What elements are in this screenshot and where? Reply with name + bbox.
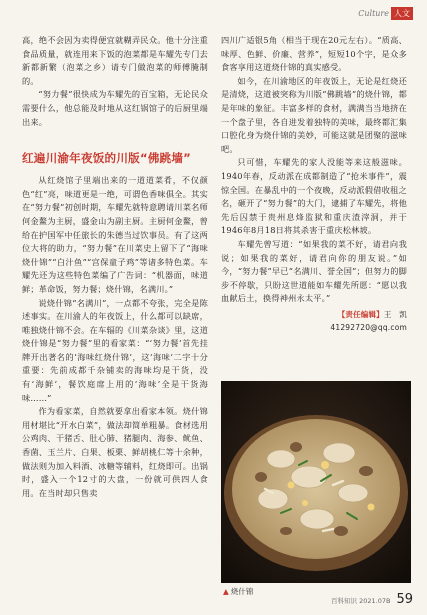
paragraph: 车耀先曾写道：“如果我的菜不好，请君向我说；如果我的菜好，请君向你的朋友说。”如今，“努力餐”早已“名满川、誉全国”；但努力的脚步不停歇，只盼这世道能如车耀先所愿：“愿以我血献后土，换得神州永太平。” xyxy=(221,238,407,304)
paragraph: 如今，在川渝地区的年夜饭上，无论是红烧还是清烧，这道被突称为川版“佛跳墙”的烧什锦，都是年味的象征。丰富多样的食材，满满当当地挤在一个盘子里，各自进发着独特的美味，最终都汇集口腔化身为烧什锦的美妙，可能这就是团聚的滋味吧。 xyxy=(221,75,407,154)
caption-marker-icon: ▲ xyxy=(223,587,229,596)
paragraph: 从红烧馆子里端出来的一道道菜肴，不仅颜色“红”亮，味道更是一绝，可谓色香味俱全。其实在“努力餐”初创时期，车耀先就特意聘请川菜名师何金鳌为主厨，盛金山为副主厨。主厨何金鳌，曾给在护国军中任旅长的朱德当过饮事员。有了这两位大将的助力，“努力餐”在川菜史上留下了“海味烧什锦”“白汁鱼”“宫保童子鸡”等诸多特色菜。车耀先还为这些特色菜编了广告词：“机器面，味道鲜；革命饭，努力餐；烧什锦，名满川。” xyxy=(22,175,208,294)
left-column xyxy=(22,34,208,500)
page-number: 59 xyxy=(396,592,413,607)
paragraph: 说烧什锦“名满川”，一点都不夸张，完全是陈述事实。在川渝人的年夜饭上，什么都可以缺席，唯独烧什锦不会。在车辐的《川菜杂谈》里，这道烧什锦是“努力餐”里的看家菜：“‘努力餐’首先挂牌开出著名的‘海味红烧什锦’，这‘海味’二字十分重要：先前成都千杂铺卖的海味均是干货，没有‘海鲜’，餐饮庭席上用的‘海味’全是干货海味……” xyxy=(22,297,208,403)
caption-text: 烧什锦 xyxy=(230,587,254,596)
paragraph: 高，绝不会因为卖得便宜就糊弄民众。他十分注重食品质量，就连用来下饭的泡菜都是车耀先专门去新都新繁（泡菜之乡）请专门做泡菜的师傅腌制的。 xyxy=(22,35,208,86)
editor-credit xyxy=(221,308,407,334)
paragraph: “努力餐”很快成为车耀先的百宝箱，无论民众需要什么，他总能及时地从这红锅馆子的后厨里端出来。 xyxy=(22,89,208,127)
paragraph: 只可惜，车耀先的家人没能等来这般滋味。1940年春，反动派在成都制造了“抢米事件”，震惊全国。在暴乱中的一个夜晚，反动派假借收租之名，砸开了“努力餐”的大门，逮捕了车耀先，将他先后囚禁于贵州息烽监狱和重庆渣滓洞，并于1946年8月18日将其杀害于重庆松林坡。 xyxy=(221,157,407,236)
editor-name: 王 凯 xyxy=(383,309,407,319)
page-footer xyxy=(331,592,413,607)
dish-photo xyxy=(221,381,411,583)
paragraph: 四川广适银5角（相当于现在20元左右）。“质高、味厚、色鲜、价廉、营养”，短短10个字，是众多食客享用这道烧什锦的真实感受。 xyxy=(221,35,407,73)
section-label-en: Culture xyxy=(358,8,389,18)
editor-tag: 【责任编辑】 xyxy=(337,309,384,319)
section-title: 红遍川渝年夜饭的川版“佛跳墙” xyxy=(22,151,191,166)
right-column xyxy=(221,34,407,334)
photo-caption xyxy=(223,586,253,597)
section-label-cn: 人文 xyxy=(391,7,413,20)
issue-label: 百科知识 2021.07B xyxy=(331,597,391,605)
paragraph: 作为看家菜，自然就要拿出看家本领。烧什锦用材堪比“开水白菜”，做法却简单粗暴。食材选用公鸡肉、干猪舌、肚心肺、猪腿肉、海参、鱿鱼、香菌、玉兰片、白果、板栗、鲜胡桃仁等十余种，做法则为加入料酒、冰糖等辅料，红烧即可。出锅时，盛入一个12寸的大盘，一份就可供四人食用。在当时却只售卖 xyxy=(22,406,208,498)
dish-illustration xyxy=(221,381,411,583)
editor-email: 41292720@qq.com xyxy=(330,322,407,332)
section-header xyxy=(358,6,413,20)
